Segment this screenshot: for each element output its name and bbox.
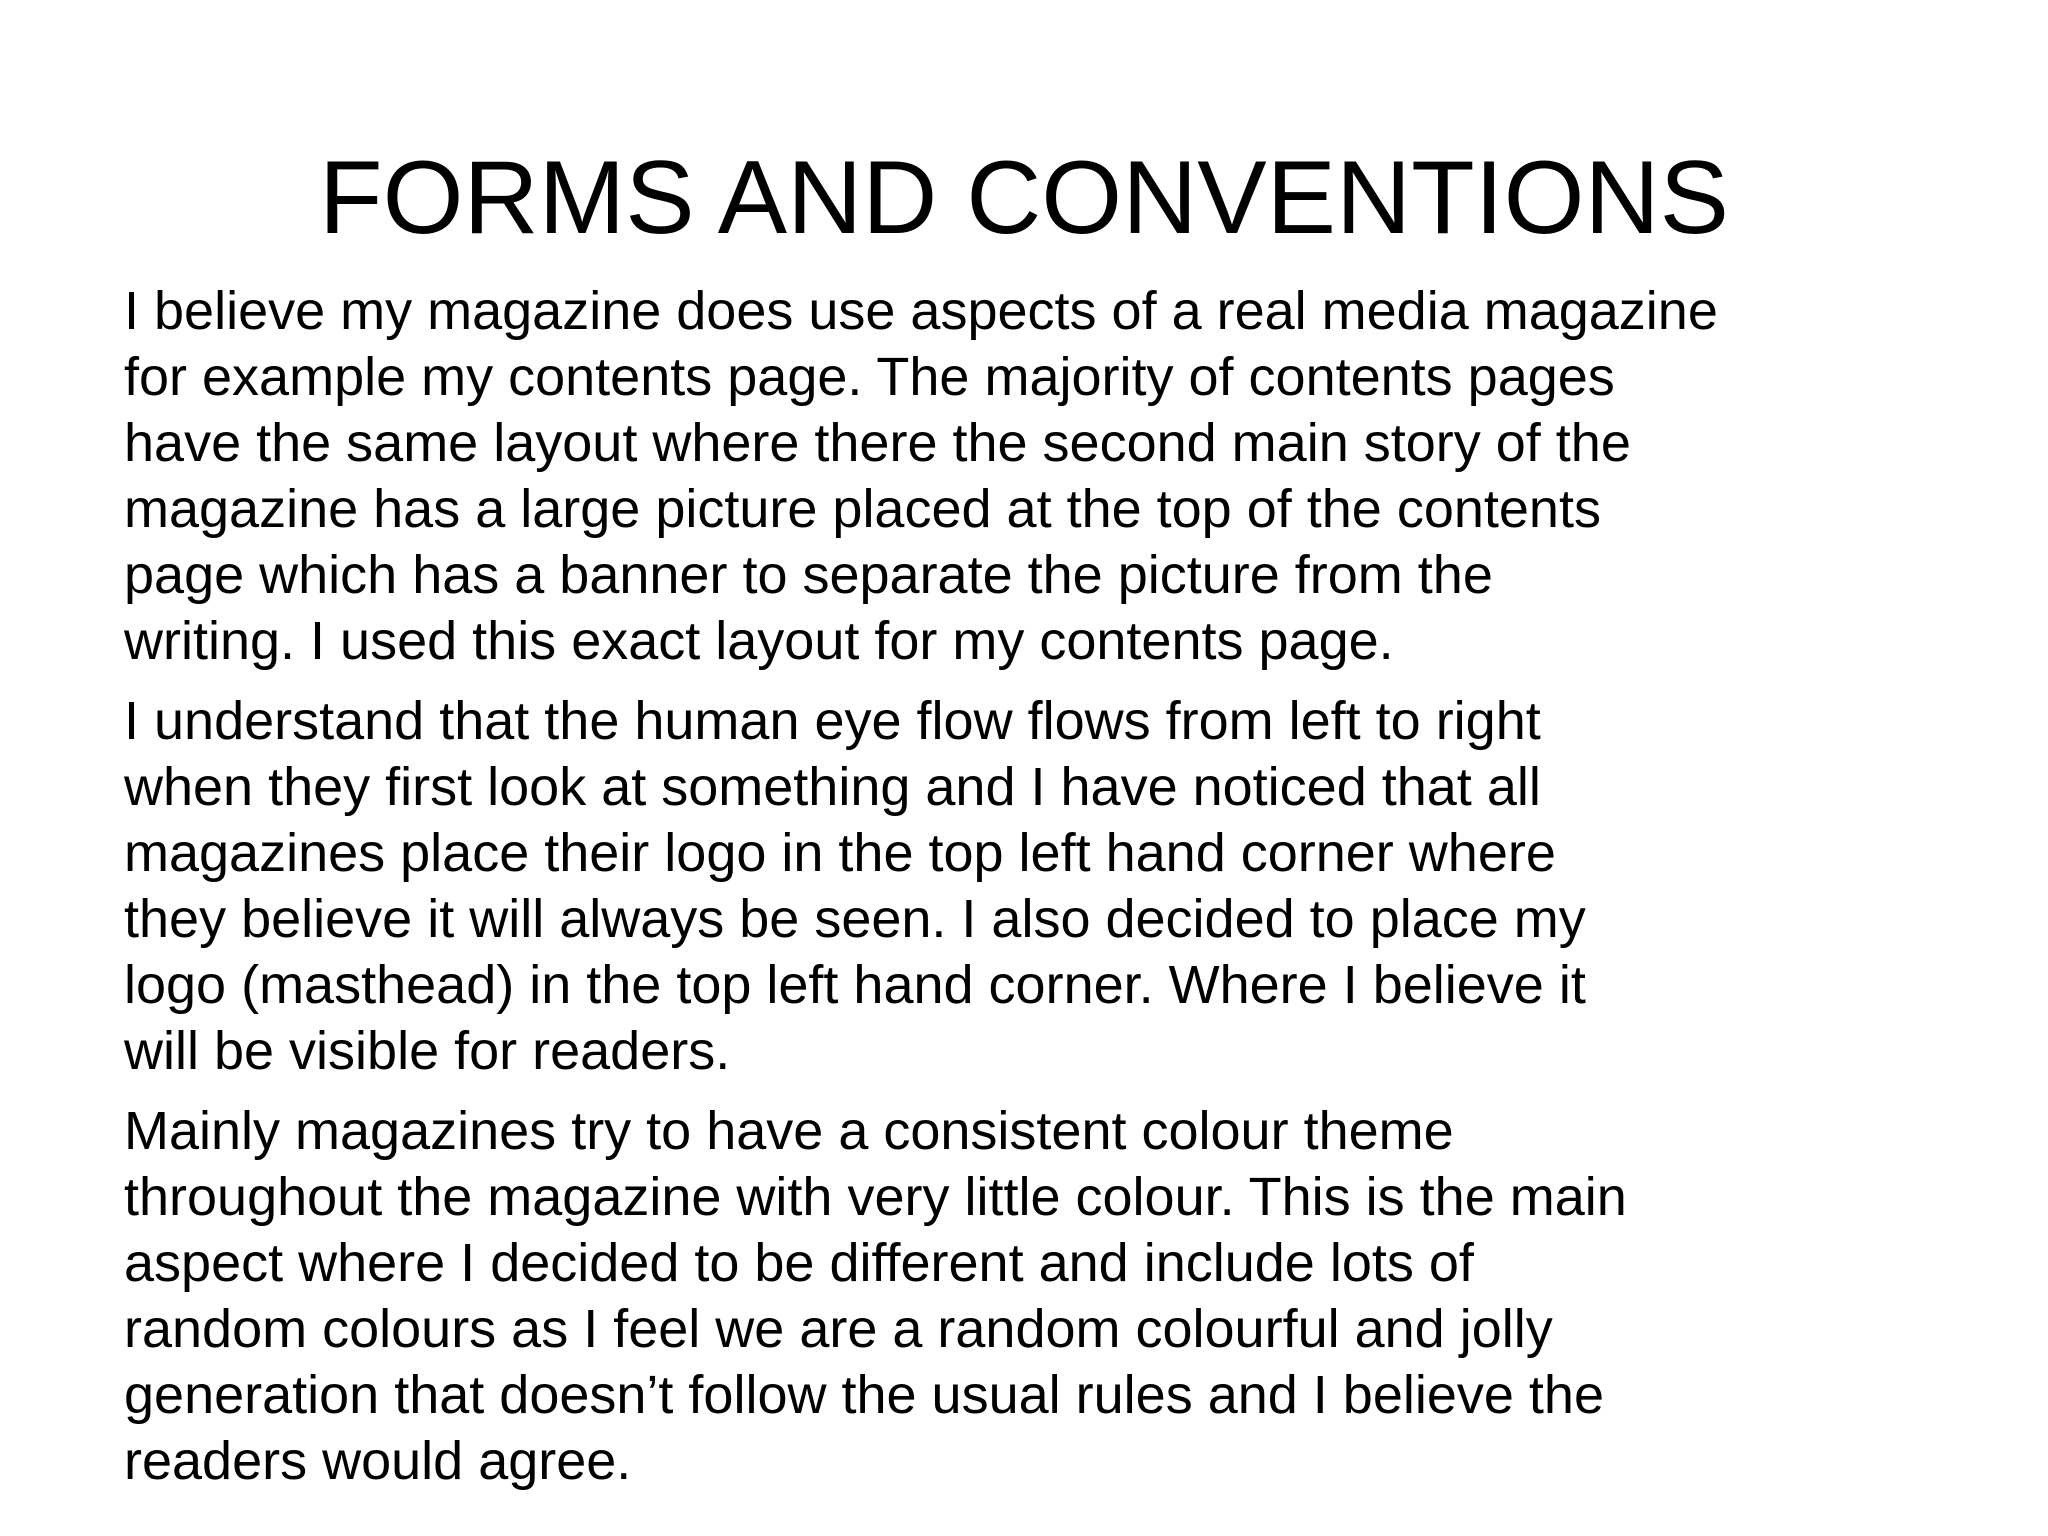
paragraph-line: aspect where I decided to be different and include lots of <box>124 1233 1474 1293</box>
paragraph-line: logo (masthead) in the top left hand corner. Where I believe it <box>124 955 1586 1015</box>
paragraph-line: I believe my magazine does use aspects of a real media magazine <box>124 281 1718 341</box>
paragraph-line: writing. I used this exact layout for my contents page. <box>124 611 1394 671</box>
paragraph-line: have the same layout where there the second main story of the <box>124 413 1631 473</box>
paragraph-line: page which has a banner to separate the picture from the <box>124 545 1493 605</box>
slide-body <box>124 278 1974 1508</box>
paragraph-logo-placement <box>124 688 1974 1084</box>
paragraph-line: I understand that the human eye flow flows from left to right <box>124 691 1541 751</box>
paragraph-line: Mainly magazines try to have a consistent colour theme <box>124 1101 1454 1161</box>
slide-title: FORMS AND CONVENTIONS <box>319 140 1729 256</box>
paragraph-line: will be visible for readers. <box>124 1021 731 1081</box>
paragraph-contents-page <box>124 278 1974 674</box>
paragraph-line: random colours as I feel we are a random colourful and jolly <box>124 1299 1553 1359</box>
paragraph-line: they believe it will always be seen. I also decided to place my <box>124 889 1586 949</box>
paragraph-colour-theme <box>124 1098 1974 1494</box>
paragraph-line: magazines place their logo in the top left hand corner where <box>124 823 1556 883</box>
paragraph-line: for example my contents page. The majority of contents pages <box>124 347 1615 407</box>
paragraph-line: throughout the magazine with very little colour. This is the main <box>124 1167 1627 1227</box>
paragraph-line: magazine has a large picture placed at the top of the contents <box>124 479 1601 539</box>
paragraph-line: generation that doesn’t follow the usual rules and I believe the <box>124 1365 1604 1425</box>
paragraph-line: when they first look at something and I have noticed that all <box>124 757 1541 817</box>
paragraph-line: readers would agree. <box>124 1431 632 1491</box>
